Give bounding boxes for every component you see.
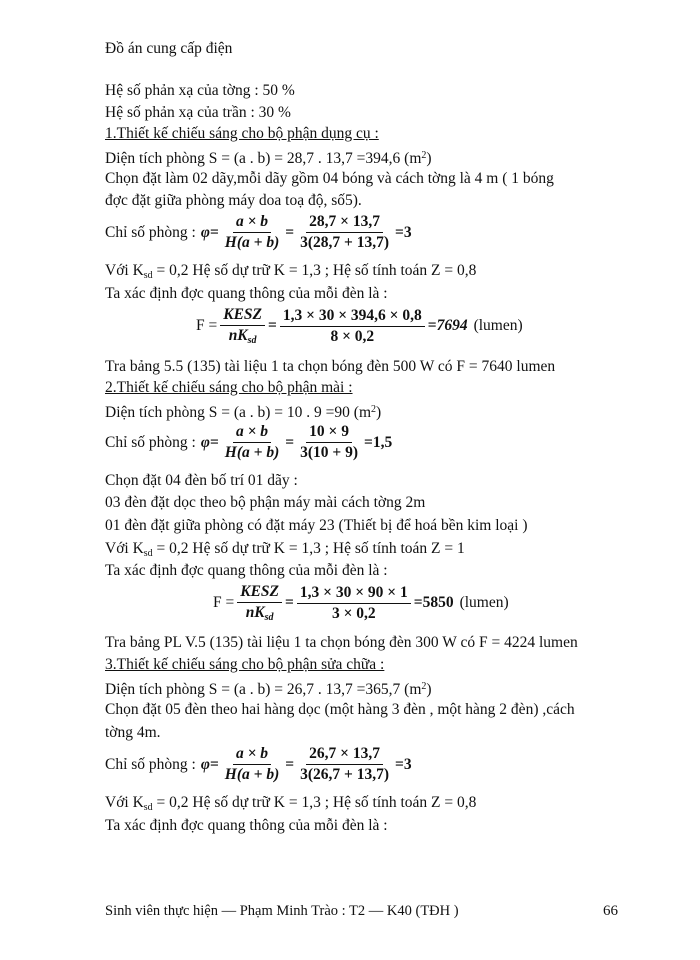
section-3-room-index-formula: Chỉ số phòng : φ = $\frac{a \times b}{H(a + b)}$ = $\frac{26,7 \times 13,7}{3(26,7 + 13,7)}$ = 3 — [105, 745, 412, 783]
section-2-layout-line-1: Chọn đặt 04 đèn bố trí 01 dãy : — [105, 472, 298, 489]
page-header: Đồ án cung cấp điện — [105, 40, 233, 57]
wall-reflectance: Hệ số phản xạ của tờng : 50 % — [105, 82, 295, 99]
section-1-flux-intro: Ta xác định đợc quang thông của mỗi đèn là : — [105, 285, 388, 302]
ceiling-reflectance: Hệ số phản xạ của trần : 30 % — [105, 104, 291, 121]
section-1-coefficients: Với $K_{sd} = 0,2$ Hệ số dự trữ K = 1,3 ; Hệ số tính toán Z = 0,8 — [105, 262, 477, 281]
section-1-lamp-selection: Tra bảng 5.5 (135) tài liệu 1 ta chọn bóng đèn 500 W có F = 7640 lumen — [105, 358, 556, 375]
section-2-area: Diện tích phòng S = (a . b) = 10 . 9 =90 $(m^2)$ — [105, 404, 382, 421]
section-3-flux-intro: Ta xác định đợc quang thông của mỗi đèn là : — [105, 817, 388, 834]
section-3-layout-line-1: Chọn đặt 05 đèn theo hai hàng dọc (một hàng 3 đèn , một hàng 2 đèn) ,cách — [105, 701, 575, 718]
section-3-layout-line-2: tờng 4m. — [105, 724, 161, 741]
section-2-lamp-selection: Tra bảng PL V.5 (135) tài liệu 1 ta chọn bóng đèn 300 W có F = 4224 lumen — [105, 634, 578, 651]
page-footer: Sinh viên thực hiện — Phạm Minh Trào : T2 — K40 (TĐH ) — [105, 903, 459, 919]
section-1-area: Diện tích phòng S = (a . b) = 28,7 . 13,7 =394,6 $(m^2)$ — [105, 150, 432, 167]
section-2-coefficients: Với $K_{sd} = 0,2$ Hệ số dự trữ K = 1,3 ; Hệ số tính toán Z = 1 — [105, 540, 465, 559]
page-number: 66 — [603, 903, 618, 919]
section-2-flux-intro: Ta xác định đợc quang thông của mỗi đèn là : — [105, 562, 388, 579]
section-1-layout-line-1: Chọn đặt làm 02 dãy,mỗi dãy gồm 04 bóng và cách tờng là 4 m ( 1 bóng — [105, 170, 554, 187]
section-1-layout-line-2: đợc đặt giữa phòng máy doa toạ độ, số5). — [105, 192, 362, 209]
section-3-heading: 3.Thiết kế chiếu sáng cho bộ phận sửa chữa : — [105, 656, 385, 673]
section-2-layout-line-3: 01 đèn đặt giữa phòng có đặt máy 23 (Thiết bị để hoá bền kim loại ) — [105, 517, 528, 534]
section-3-coefficients: Với $K_{sd} = 0,2$ Hệ số dự trữ K = 1,3 ; Hệ số tính toán Z = 0,8 — [105, 794, 477, 813]
section-2-room-index-formula: Chỉ số phòng : φ = $\frac{a \times b}{H(a + b)}$ = $\frac{10 \times 9}{3(10 + 9)}$ = 1,5 — [105, 423, 393, 461]
section-2-layout-line-2: 03 đèn đặt dọc theo bộ phận máy mài cách tờng 2m — [105, 494, 426, 511]
section-2-flux-formula: F = $\frac{\text{KESZ}}{nK_{sd}}$ = $\frac{1,3 \times 30 \times 90 \times 1}{3 \times 0,2}$ = 5850 (lumen) — [213, 583, 509, 623]
section-2-heading: 2.Thiết kế chiếu sáng cho bộ phận mài : — [105, 379, 353, 396]
section-1-room-index-formula: Chỉ số phòng : φ = $\frac{a \times b}{H(a + b)}$ = $\frac{28,7 \times 13,7}{3(28,7 + 13,7)}$ = 3 — [105, 213, 412, 251]
section-1-heading: 1.Thiết kế chiếu sáng cho bộ phận dụng cụ : — [105, 125, 379, 142]
section-3-area: Diện tích phòng S = (a . b) = 26,7 . 13,7 =365,7 $(m^2)$ — [105, 681, 432, 698]
section-1-flux-formula: F = $\frac{\text{KESZ}}{nK_{sd}}$ = $\frac{1,3 \times 30 \times 394,6 \times 0,8}{8 \times 0,2}$ = 7694 (lumen) — [196, 306, 523, 346]
